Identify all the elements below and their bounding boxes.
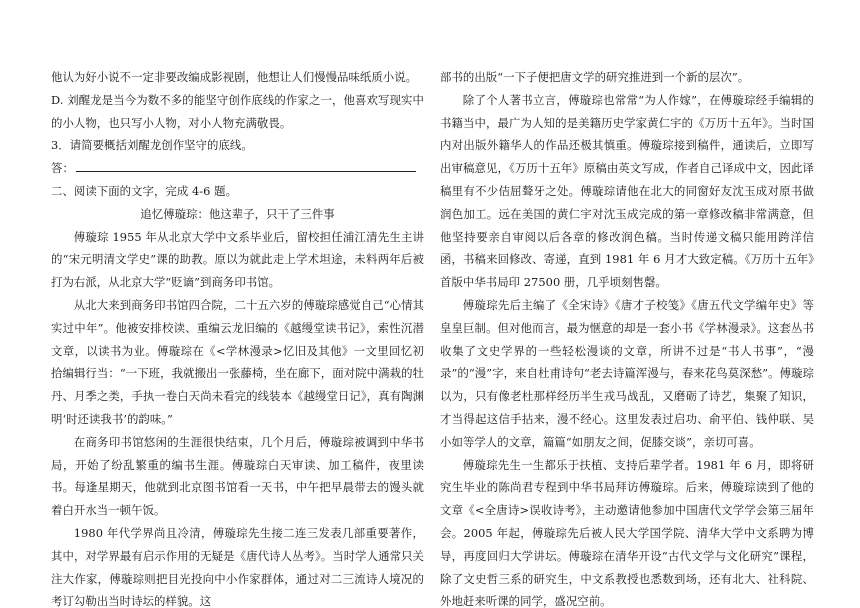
answer-label: 答： bbox=[51, 161, 74, 176]
article-paragraph-4-continued: 部书的出版“一下子便把唐文学的研究推进到一个新的层次”。 bbox=[440, 70, 750, 84]
article-paragraph-2: 从北大来到商务印书馆四合院，二十五六岁的傅璇琮感觉自己“心情其实过中年”。他被安排校读、重编云龙旧编的《越缦堂读书记》，索性沉潜文章，以读书为业。傅璇琮在《<学林漫录>忆旧及其他》一文里回忆初拾编辑行当：“一下班，我就搬出一张藤椅，坐在廊下，面对院中满栽的牡丹、月季之类，手执一卷白天尚未看完的线装本《越缦堂日记》，真有陶渊明‘时还读我书’的韵味。” bbox=[51, 297, 424, 426]
right-column bbox=[440, 66, 814, 608]
question-3: 3．请简要概括刘醒龙创作坚守的底线。 bbox=[51, 138, 253, 153]
section-heading: 二、阅读下面的文字，完成 4-6 题。 bbox=[51, 183, 238, 198]
answer-blank-line[interactable] bbox=[76, 159, 416, 172]
article-paragraph-1: 傅璇琮 1955 年从北京大学中文系毕业后，留校担任浦江清先生主讲的“宋元明清文学史”课的助教。原以为就此走上学术坦途，未料两年后被打为右派，从北京大学“贬谪”到商务印书馆。 bbox=[51, 229, 424, 290]
article-paragraph-5: 除了个人著书立言，傅璇琮也常常“为人作嫁”，在傅璇琮经手编辑的书籍当中，最广为人知的是美籍历史学家黄仁宇的《万历十五年》。当时国内对出版外籍华人的作品还极其慎重。傅璇琮接到稿件，通读后，立即写出审稿意见，《万历十五年》原稿由英文写成，作者自己译成中文，因此译稿里有不少佶屈聱牙之处。傅璇琮请他在北大的同窗好友沈玉成对原书做润色加工。远在美国的黄仁宇对沈玉成完成的第一章修改稿非常满意，但他坚持要亲自审阅以后各章的修改润色稿。当时传递文稿只能用跨洋信函，书稿来回修改、寄递，直到 1981 年 6 月才大致定稿。《万历十五年》首版中华书局印 27500 册，几乎顷刻售罄。 bbox=[440, 92, 814, 290]
article-title: 追忆傅璇琮：他这辈子，只干了三件事 bbox=[140, 206, 335, 221]
article-paragraph-4: 1980 年代学界尚且冷清，傅璇琮先生接二连三发表几部重要著作，其中，对学界最有启示作用的无疑是《唐代诗人丛考》。当时学人通常只关注大作家，傅璇琮则把目光投向中小作家群体，通过对二三流诗人境况的考订勾勒出当时诗坛的样貌。这 bbox=[51, 525, 424, 608]
left-column bbox=[51, 66, 424, 608]
article-paragraph-6: 傅璇琮先后主编了《全宋诗》《唐才子校笺》《唐五代文学编年史》等皇皇巨制。但对他而言，最为惬意的却是一套小书《学林漫录》。这套丛书收集了文史学界的一些轻松漫谈的文章，所讲不过是“书人书事”，“漫录”的“漫”字，来自杜甫诗句“老去诗篇浑漫与，春来花鸟莫深愁”。傅璇琮以为，只有像老杜那样经历半生戎马战乱，又磨砺了诗艺，集聚了知识，才当得起这信手拈来，漫不经心。这里发表过启功、俞平伯、钱仲联、吴小如等学人的文章，篇篇“如朋友之间，促膝交谈”，亲切可喜。 bbox=[440, 297, 814, 449]
article-paragraph-7: 傅璇琮先生一生都乐于扶植、支持后辈学者。1981 年 6 月，即将研究生毕业的陈尚君专程到中华书局拜访傅璇琮。后来，傅璇琮读到了他的文章《<全唐诗>误收诗考》，主动邀请他参加中国唐代文学学会第三届年会。2005 年起，傅璇琮先后被人民大学国学院、清华大学中文系聘为博导，再度回归大学讲坛。傅璇琮在清华开设“古代文学与文化研究”课程，除了文史哲三系的研究生，中文系教授也悉数到场，还有北大、社科院、外地赶来听课的同学，盛况空前。 bbox=[440, 457, 814, 608]
option-d: D. 刘醒龙是当今为数不多的能坚守创作底线的作家之一，他喜欢写现实中的小人物，也只写小人物，对小人物充满敬畏。 bbox=[51, 92, 424, 130]
answer-row bbox=[51, 157, 424, 180]
article-paragraph-3: 在商务印书馆悠闲的生涯很快结束，几个月后，傅璇琮被调到中华书局，开始了纷乱繁重的编书生涯。傅璇琮白天审读、加工稿件，夜里读书。每逢星期天，他就到北京图书馆看一天书，中午把早晨带去的馒头就着白开水当一顿午饭。 bbox=[51, 434, 424, 518]
question-text-line: 他认为好小说不一定非要改编成影视剧，他想让人们慢慢品味纸质小说。 bbox=[51, 70, 418, 84]
